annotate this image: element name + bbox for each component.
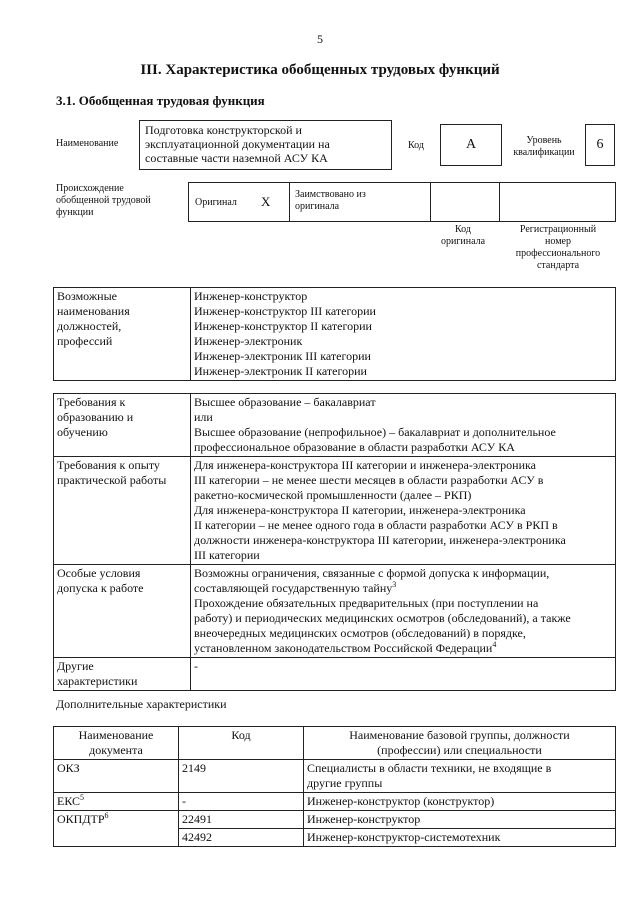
position-item: Инженер-конструктор III категории — [194, 304, 376, 318]
code-text: 2149 — [182, 761, 206, 775]
code-text: 42492 — [182, 830, 212, 844]
function-name-line: эксплуатационной документации на — [145, 137, 330, 151]
code-cell — [179, 760, 304, 793]
education-line: профессиональное образование в области разработки АСУ КА — [194, 440, 515, 454]
name-line: Инженер-конструктор-системотехник — [307, 830, 501, 844]
table-row — [54, 727, 616, 760]
experience-line: III категории – не менее шести месяцев в области разработки АСУ в — [194, 473, 544, 487]
education-label-line: Требования к — [57, 395, 126, 409]
doc-name: ОКПДТР — [57, 812, 105, 826]
experience-line: Для инженера-конструктора II категории, инженера-электроника — [194, 503, 526, 517]
table-row — [54, 565, 616, 658]
level-label — [506, 135, 582, 159]
doc-cell — [54, 811, 179, 847]
special-line — [194, 581, 612, 596]
special-label-line: допуска к работе — [57, 581, 144, 595]
experience-line: Для инженера-конструктора III категории и инженера-электроника — [194, 458, 536, 472]
borrowed-label-line: Заимствовано из — [295, 189, 366, 200]
name-cell — [304, 760, 616, 793]
education-line: Высшее образование – бакалавриат — [194, 395, 376, 409]
additional-table — [53, 726, 616, 847]
origin-label-line: Происхождение — [56, 183, 124, 194]
col-header-name — [304, 727, 616, 760]
page-number: 5 — [317, 32, 323, 46]
position-item: Инженер-электроник II категории — [194, 364, 367, 378]
experience-line: должности инженера-конструктора III категории, инженера-электроника — [194, 533, 566, 547]
position-item: Инженер-электроник — [194, 334, 303, 348]
name-cell — [304, 811, 616, 829]
special-line: Прохождение обязательных предварительных (при поступлении на — [194, 596, 539, 610]
additional-heading: Дополнительные характеристики — [56, 697, 227, 711]
code-cell — [179, 793, 304, 811]
table-row — [54, 394, 616, 457]
education-label-cell — [54, 394, 191, 457]
experience-value-cell — [191, 457, 616, 565]
reg-number-label — [500, 224, 616, 272]
original-label: Оригинал — [195, 197, 237, 208]
experience-label-line: Требования к опыту — [57, 458, 160, 472]
origin-row — [188, 182, 616, 222]
doc-name: ЕКС — [57, 794, 81, 808]
level-label-line: квалификации — [513, 147, 575, 158]
table-row — [54, 793, 616, 811]
position-item: Инженер-конструктор II категории — [194, 319, 372, 333]
special-line-text: установленном законодательством Российской Федерации — [194, 641, 493, 655]
footnote-mark: 4 — [492, 640, 497, 649]
code-text: - — [182, 794, 186, 808]
doc-cell — [54, 760, 179, 793]
other-label-line: Другие — [57, 659, 94, 673]
col-header-line: Код — [231, 728, 251, 742]
name-line: Инженер-конструктор — [307, 812, 421, 826]
origin-label — [56, 183, 151, 219]
function-name-line: Подготовка конструкторской и — [145, 123, 302, 137]
name-cell — [304, 793, 616, 811]
education-line: Высшее образование (непрофильное) – бакалавриат и дополнительное — [194, 425, 556, 439]
code-value: А — [465, 137, 477, 152]
level-value-box — [585, 124, 615, 166]
col-header-doc — [54, 727, 179, 760]
name-line: Специалисты в области техники, не входящие в — [307, 761, 552, 775]
origin-label-line: функции — [56, 207, 94, 218]
table-row — [54, 288, 616, 381]
level-value: 6 — [596, 137, 604, 152]
special-label-line: Особые условия — [57, 566, 141, 580]
table-row — [54, 811, 616, 829]
other-value-cell — [191, 658, 616, 691]
doc-name: ОКЗ — [57, 761, 80, 775]
positions-label-cell — [54, 288, 191, 381]
borrowed-label-line: оригинала — [295, 201, 340, 212]
footnote-mark: 5 — [80, 793, 85, 802]
reg-number-line: профессионального — [515, 248, 601, 259]
experience-line: II категории – не менее одного года в области разработки АСУ в РКП в — [194, 518, 558, 532]
special-line — [194, 641, 612, 656]
special-line: Возможны ограничения, связанные с формой допуска к информации, — [194, 566, 550, 580]
col-header-code — [179, 727, 304, 760]
special-line-text: составляющей государственную тайну — [194, 581, 393, 595]
borrowed-label — [295, 189, 366, 213]
code-cell — [179, 829, 304, 847]
experience-label-line: практической работы — [57, 473, 167, 487]
function-name-line: составные части наземной АСУ КА — [145, 151, 328, 165]
position-item: Инженер-электроник III категории — [194, 349, 371, 363]
requirements-table — [53, 393, 616, 691]
code-value-box — [440, 124, 502, 166]
reg-number-line: номер — [545, 236, 571, 247]
name-line: другие группы — [307, 776, 383, 790]
code-cell — [179, 811, 304, 829]
col-header-line: документа — [89, 743, 143, 757]
other-label-cell — [54, 658, 191, 691]
col-header-line: Наименование базовой группы, должности — [349, 728, 570, 742]
name-line: Инженер-конструктор (конструктор) — [307, 794, 495, 808]
reg-number-line: Регистрационный — [519, 224, 597, 235]
positions-label-line: должностей, — [57, 319, 122, 333]
code-text: 22491 — [182, 812, 212, 826]
position-item: Инженер-конструктор — [194, 289, 308, 303]
footnote-mark: 6 — [104, 811, 109, 820]
level-label-line: Уровень — [526, 135, 562, 146]
positions-label-line: профессий — [57, 334, 113, 348]
code-original-label — [428, 224, 498, 248]
origin-divider — [430, 183, 431, 221]
col-header-line: Наименование — [78, 728, 154, 742]
function-name-box — [139, 120, 392, 170]
col-header-line: (профессии) или специальности — [377, 743, 542, 757]
reg-number-line: стандарта — [536, 260, 580, 271]
experience-line: ракетно-космической промышленности (далее – РКП) — [194, 488, 472, 502]
name-cell — [304, 829, 616, 847]
function-subtitle: 3.1. Обобщенная трудовая функция — [56, 93, 265, 108]
experience-line: III категории — [194, 548, 260, 562]
education-value-cell — [191, 394, 616, 457]
code-original-line: оригинала — [440, 236, 486, 247]
special-label-cell — [54, 565, 191, 658]
experience-label-cell — [54, 457, 191, 565]
education-label-line: обучению — [57, 425, 108, 439]
other-label-line: характеристики — [57, 674, 138, 688]
origin-divider — [499, 183, 500, 221]
other-value: - — [194, 659, 198, 673]
education-line: или — [194, 410, 213, 424]
table-row — [54, 760, 616, 793]
footnote-mark: 3 — [392, 580, 397, 589]
special-value-cell — [191, 565, 616, 658]
origin-label-line: обобщенной трудовой — [56, 195, 151, 206]
original-mark: Х — [261, 194, 271, 209]
special-line: внеочередных медицинских осмотров (обследований) в порядке, — [194, 626, 526, 640]
positions-table — [53, 287, 616, 381]
doc-cell — [54, 793, 179, 811]
education-label-line: образованию и — [57, 410, 134, 424]
code-original-line: Код — [455, 224, 471, 235]
section-title: III. Характеристика обобщенных трудовых функций — [140, 62, 500, 78]
table-row — [54, 457, 616, 565]
positions-list-cell — [191, 288, 616, 381]
special-line: работу) и периодических медицинских осмотров (обследований), а также — [194, 611, 571, 625]
table-row — [54, 658, 616, 691]
positions-label-line: наименования — [57, 304, 130, 318]
origin-divider — [289, 183, 290, 221]
name-label: Наименование — [56, 138, 119, 149]
code-label: Код — [408, 140, 424, 151]
positions-label-line: Возможные — [57, 289, 117, 303]
